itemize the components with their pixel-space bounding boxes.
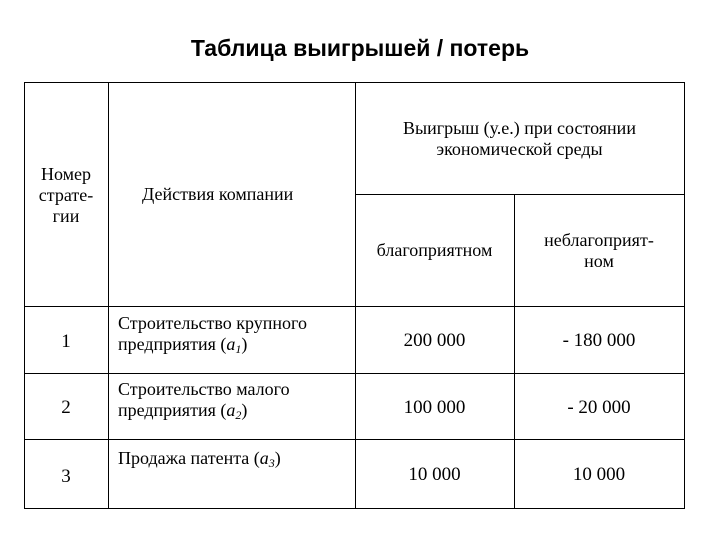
header-unfavorable-line1: неблагоприят- <box>544 230 654 250</box>
header-split-line <box>355 194 684 195</box>
page-title: Таблица выигрышей / потерь <box>190 35 530 61</box>
row-1-action-line1: Строительство крупного <box>118 313 307 333</box>
header-payoff <box>355 118 684 160</box>
row-2-action-line1: Строительство малого <box>118 379 290 399</box>
header-actions-label: Действия компании <box>142 184 294 204</box>
table-border-top <box>24 82 684 83</box>
row-1-favorable: 200 000 <box>403 330 466 351</box>
row-1-unfavorable: - 180 000 <box>562 330 636 351</box>
header-unfavorable-line2: ном <box>584 251 614 271</box>
header-payoff-line1: Выигрыш (у.е.) при состоянии <box>403 118 636 138</box>
header-actions <box>142 184 352 205</box>
row-2-favorable: 100 000 <box>403 397 466 418</box>
row-2-action-line2: предприятия $(a_2)$ <box>118 400 248 422</box>
row-2-bottom-line <box>24 439 684 440</box>
header-strategy-line1: Номер <box>40 164 92 184</box>
table-border-left <box>24 82 25 509</box>
row-2-action <box>118 379 354 421</box>
row-3-favorable: 10 000 <box>408 464 461 485</box>
header-bottom-line <box>24 306 684 307</box>
row-2-unfavorable: - 20 000 <box>567 397 631 418</box>
header-strategy-number <box>24 164 108 227</box>
table-border-right <box>684 82 685 509</box>
header-strategy-line2: страте- <box>38 185 94 205</box>
row-1-number: 1 <box>61 331 71 352</box>
header-unfavorable <box>514 230 684 272</box>
row-3-number: 3 <box>61 466 71 487</box>
header-payoff-line2: экономической среды <box>436 139 603 159</box>
row-2-number: 2 <box>61 397 71 418</box>
row-3-action <box>118 448 354 469</box>
row-3-unfavorable: 10 000 <box>572 464 626 485</box>
header-favorable <box>355 240 514 261</box>
row-1-action-line2: предприятия $(a_1)$ <box>118 334 248 356</box>
row-1-bottom-line <box>24 373 684 374</box>
header-favorable-label: благоприятном <box>376 240 493 260</box>
table-border-bottom <box>24 508 684 509</box>
row-1-action <box>118 313 354 355</box>
header-strategy-line3: гии <box>52 206 80 226</box>
row-3-action-line1: Продажа патента $(a_3)$ <box>118 448 281 470</box>
column-divider-1 <box>108 82 109 509</box>
